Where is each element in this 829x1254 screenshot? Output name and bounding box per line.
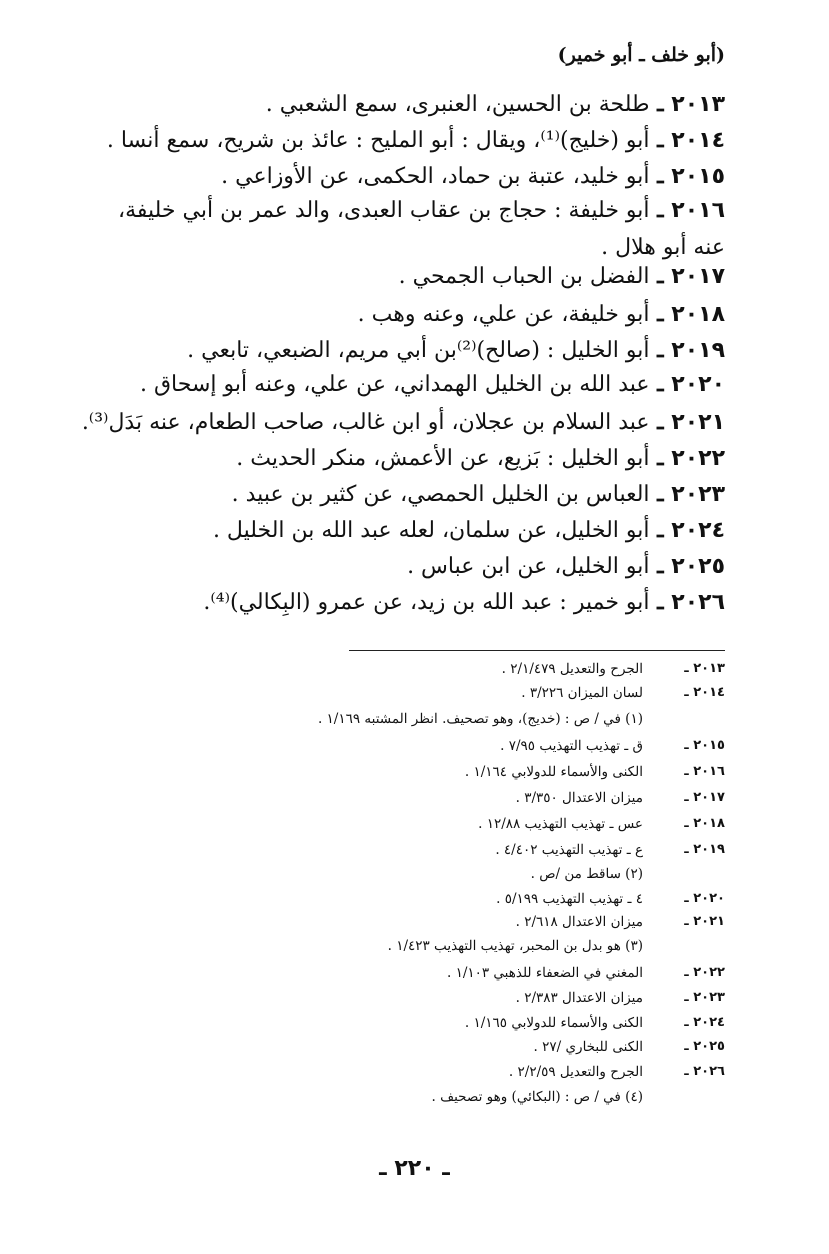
entry-number: ٢٠١٦ (671, 198, 725, 223)
entry: ٢٠١٦ ـ أبو خليفة : حجاج بن عقاب العبدى، والد عمر بن أبي خليفة، عنه أبو هلال . (117, 197, 725, 260)
page-number: ـ ٢٢٠ ـ (379, 1156, 450, 1181)
footnote-note: (٢) ساقط من /ص . (530, 866, 643, 882)
footnote-number: ٢٠٢١ ـ (684, 914, 725, 929)
entry-text: عبد السلام بن عجلان، أو ابن غالب، صاحب الطعام، عنه بَدَل⁽³⁾. (81, 410, 650, 435)
footnote-number: ٢٠١٤ ـ (684, 685, 725, 700)
running-head: (أبو خلف ـ أبو خمير) (557, 44, 725, 66)
entry-text: أبو خليفة : حجاج بن عقاب العبدى، والد عمر بن أبي خليفة، عنه أبو هلال . (117, 198, 725, 260)
footnote-note: (٣) هو بدل بن المحبر، تهذيب التهذيب ١/٤٢٣ . (387, 938, 643, 954)
entry: ٢٠٢٢ ـ أبو الخليل : بَزيع، عن الأعمش، منكر الحديث . (236, 445, 725, 471)
entry: ٢٠١٨ ـ أبو خليفة، عن علي، وعنه وهب . (357, 301, 725, 327)
footnote-text: الجرح والتعديل ٢/٢/٥٩ . (508, 1064, 643, 1080)
entry-number: ٢٠١٧ (671, 264, 725, 289)
entry-text: أبو (خليج)⁽¹⁾، ويقال : أبو المليح : عائذ بن شريح، سمع أنسا . (106, 128, 650, 153)
entry-number: ٢٠٢٣ (671, 482, 725, 507)
entry: ٢٠١٩ ـ أبو الخليل : (صالح)⁽²⁾بن أبي مريم، الضبعي، تابعي . (187, 337, 725, 363)
footnote-text: الجرح والتعديل ٢/١/٤٧٩ . (501, 661, 643, 677)
entry-number: ٢٠١٥ (671, 164, 725, 189)
footnote-text: الكنى للبخاري /٢٧ . (533, 1039, 643, 1055)
entry: ٢٠٢٤ ـ أبو الخليل، عن سلمان، لعله عبد الله بن الخليل . (212, 517, 725, 543)
footnote-text: ق ـ تهذيب التهذيب ٧/٩٥ . (500, 738, 643, 754)
entry-number: ٢٠١٨ (671, 302, 725, 327)
entry: ٢٠٢٣ ـ العباس بن الخليل الحمصي، عن كثير بن عبيد . (231, 481, 725, 507)
footnote-number: ٢٠١٧ ـ (684, 790, 725, 805)
entry: ٢٠١٣ ـ طلحة بن الحسين، العنبرى، سمع الشعبي . (265, 91, 725, 117)
footnote-note: (١) في / ص : (خديج)، وهو تصحيف. انظر المشتبه ١/١٦٩ . (317, 711, 643, 727)
entry-text: العباس بن الخليل الحمصي، عن كثير بن عبيد . (231, 482, 650, 507)
entry-text: أبو الخليل، عن سلمان، لعله عبد الله بن الخليل . (212, 518, 650, 543)
footnote-number: ٢٠٢٤ ـ (684, 1015, 725, 1030)
entry-number: ٢٠٢٠ (671, 372, 725, 397)
entry: ٢٠١٧ ـ الفضل بن الحباب الجمحي . (398, 263, 725, 289)
footnote-number: ٢٠١٣ ـ (684, 661, 725, 676)
footnote-text: لسان الميزان ٣/٢٢٦ . (521, 685, 643, 701)
footnote-number: ٢٠٢٥ ـ (684, 1039, 725, 1054)
footnote-number: ٢٠٢٠ ـ (684, 891, 725, 906)
footnote-text: ٤ ـ تهذيب التهذيب ٥/١٩٩ . (496, 891, 643, 907)
footnote-text: ميزان الاعتدال ٣/٣٥٠ . (515, 790, 643, 806)
footnote-divider (349, 650, 725, 651)
footnote-text: ع ـ تهذيب التهذيب ٤/٤٠٢ . (495, 842, 643, 858)
entry-number: ٢٠١٣ (671, 92, 725, 117)
footnote-note: (٤) في / ص : (البكائي) وهو تصحيف . (431, 1089, 643, 1105)
footnote-text: ميزان الاعتدال ٢/٦١٨ . (515, 914, 643, 930)
entry: ٢٠٢١ ـ عبد السلام بن عجلان، أو ابن غالب، صاحب الطعام، عنه بَدَل⁽³⁾. (81, 409, 725, 435)
entry-text: طلحة بن الحسين، العنبرى، سمع الشعبي . (265, 92, 650, 117)
entry: ٢٠٢٦ ـ أبو خمير : عبد الله بن زيد، عن عمرو (البِكالي)⁽⁴⁾. (203, 589, 725, 615)
entry-number: ٢٠١٤ (671, 128, 725, 153)
footnote-text: عس ـ تهذيب التهذيب ١٢/٨٨ . (478, 816, 643, 832)
entry-text: أبو خمير : عبد الله بن زيد، عن عمرو (البِكالي)⁽⁴⁾. (203, 590, 650, 615)
entry: ٢٠٢٥ ـ أبو الخليل، عن ابن عباس . (407, 553, 725, 579)
footnote-text: الكنى والأسماء للدولابي ١/١٦٥ . (464, 1015, 643, 1031)
footnote-number: ٢٠٢٢ ـ (684, 965, 725, 980)
footnote-number: ٢٠٢٦ ـ (684, 1064, 725, 1079)
entry-text: الفضل بن الحباب الجمحي . (398, 264, 650, 289)
entry-number: ٢٠٢٤ (671, 518, 725, 543)
entry-text: عبد الله بن الخليل الهمداني، عن علي، وعنه أبو إسحاق . (139, 372, 650, 397)
entry-number: ٢٠٢٢ (671, 446, 725, 471)
footnote-text: الكنى والأسماء للدولابي ١/١٦٤ . (464, 764, 643, 780)
footnote-text: المغني في الضعفاء للذهبي ١/١٠٣ . (446, 965, 643, 981)
entry-text: أبو خليد، عتبة بن حماد، الحكمى، عن الأوزاعي . (221, 164, 650, 189)
entry-text: أبو خليفة، عن علي، وعنه وهب . (357, 302, 650, 327)
entry-text: أبو الخليل : (صالح)⁽²⁾بن أبي مريم، الضبعي، تابعي . (187, 338, 650, 363)
entry-number: ٢٠٢١ (671, 410, 725, 435)
footnote-number: ٢٠١٥ ـ (684, 738, 725, 753)
entry: ٢٠١٥ ـ أبو خليد، عتبة بن حماد، الحكمى، عن الأوزاعي . (221, 163, 725, 189)
footnote-number: ٢٠٢٣ ـ (684, 990, 725, 1005)
entry-text: أبو الخليل، عن ابن عباس . (407, 554, 650, 579)
entry-number: ٢٠٢٥ (671, 554, 725, 579)
entry-number: ٢٠١٩ (671, 338, 725, 363)
footnote-text: ميزان الاعتدال ٢/٣٨٣ . (515, 990, 643, 1006)
footnote-number: ٢٠١٦ ـ (684, 764, 725, 779)
entry: ٢٠٢٠ ـ عبد الله بن الخليل الهمداني، عن علي، وعنه أبو إسحاق . (139, 371, 725, 397)
entry-text: أبو الخليل : بَزيع، عن الأعمش، منكر الحديث . (236, 446, 650, 471)
footnote-number: ٢٠١٩ ـ (684, 842, 725, 857)
entry: ٢٠١٤ ـ أبو (خليج)⁽¹⁾، ويقال : أبو المليح : عائذ بن شريح، سمع أنسا . (106, 127, 725, 153)
footnote-number: ٢٠١٨ ـ (684, 816, 725, 831)
entry-number: ٢٠٢٦ (671, 590, 725, 615)
